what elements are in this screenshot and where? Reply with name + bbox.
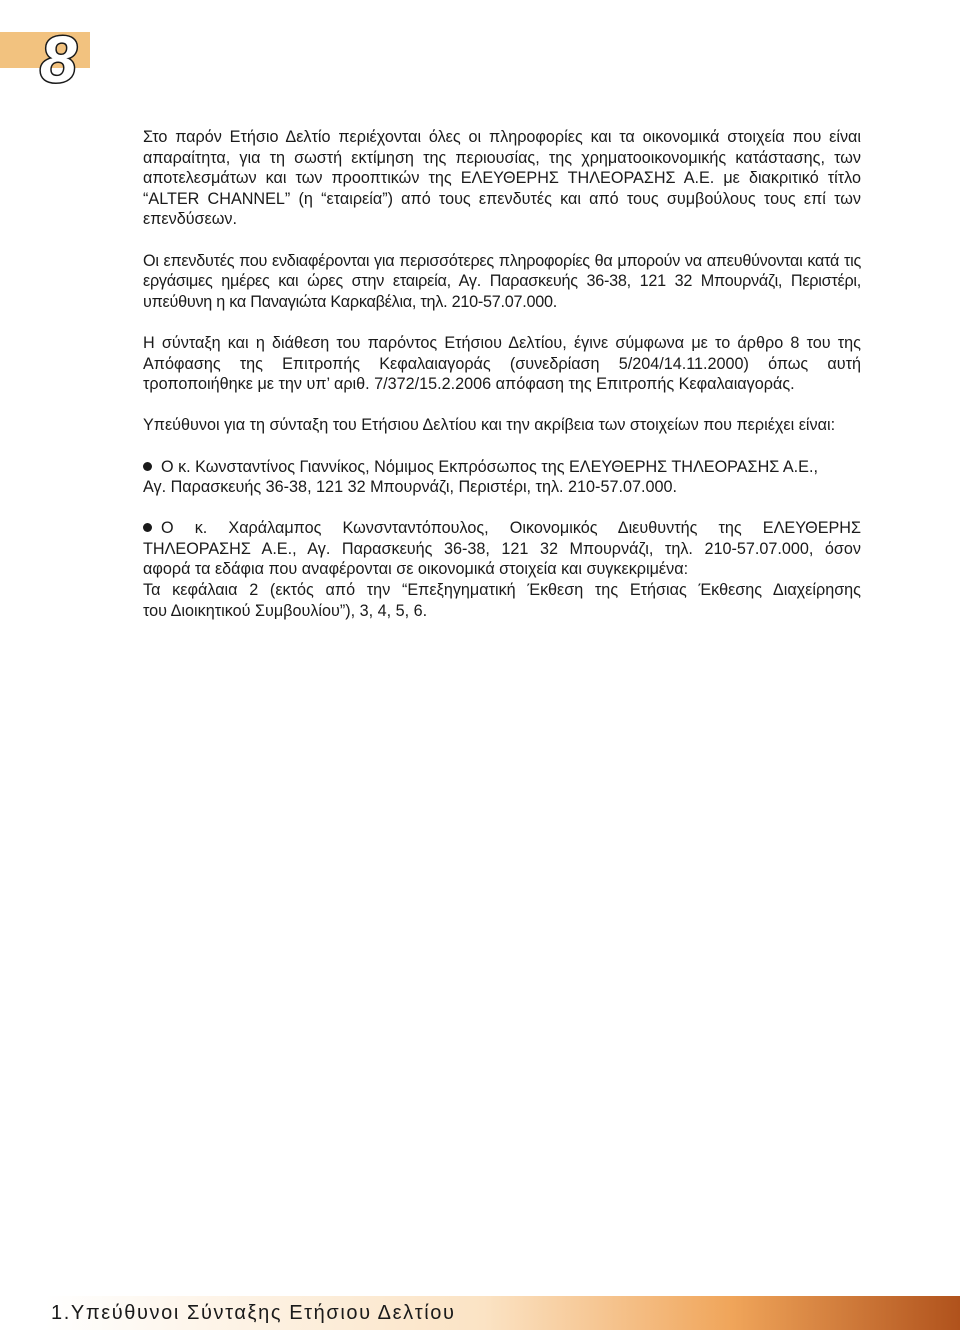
document-body <box>143 127 861 642</box>
section-title: 1.Υπεύθυνοι Σύνταξης Ετήσιου Δελτίου <box>51 1302 456 1324</box>
bullet-icon <box>143 523 152 532</box>
responsible-person-line: Τα κεφάλαια 2 (εκτός από την “Επεξηγηματική Έκθεση της Ετήσιας Έκθεσης Διαχείρησης <box>143 581 861 600</box>
responsible-person-item <box>143 457 861 498</box>
responsible-person-line <box>143 457 861 478</box>
section-footer-bar <box>45 1296 960 1330</box>
responsible-person-line <box>143 518 861 539</box>
responsible-person-text: Ο κ. Χαράλαμπος Κωνσνταντόπουλος, Οικονομικός Διευθυντής της ΕΛΕΥΘΕΡΗΣ <box>161 519 861 538</box>
page-number: 8 <box>40 22 76 96</box>
responsible-person-line: του Διοικητικού Συμβουλίου”), 3, 4, 5, 6. <box>143 601 428 620</box>
regulation-paragraph: Η σύνταξη και η διάθεση του παρόντος Ετήσιου Δελτίου, έγινε σύμφωνα με το άρθρο 8 του της Απόφασης της Επιτροπής Κεφαλαιαγοράς (συνεδρίαση 5/204/14.11.2000) όπως αυτή τροποποιήθηκε με την υπ’ αριθ. 7/372/15.2.2006 απόφαση της Επιτροπής Κεφαλαιαγοράς. <box>143 333 861 394</box>
responsible-person-text: Ο κ. Κωνσταντίνος Γιαννίκος, Νόμιμος Εκπρόσωπος της ΕΛΕΥΘΕΡΗΣ ΤΗΛΕΟΡΑΣΗΣ Α.Ε., <box>161 457 818 476</box>
responsible-intro-paragraph: Υπεύθυνοι για τη σύνταξη του Ετήσιου Δελτίου και την ακρίβεια των στοιχείων που περιέχει είναι: <box>143 416 836 435</box>
responsible-person-line: ΤΗΛΕΟΡΑΣΗΣ Α.Ε., Αγ. Παρασκευής 36-38, 121 32 Μπουρνάζι, τηλ. 210-57.07.000, όσον <box>143 539 861 558</box>
responsible-person-line: αφορά τα εδάφια που αναφέρονται σε οικονομικά στοιχεία και συγκεκριμένα: <box>143 560 689 579</box>
intro-paragraph: Στο παρόν Ετήσιο Δελτίο περιέχονται όλες οι πληροφορίες και τα οικονομικά στοιχεία που είναι απαραίτητα, για τη σωστή εκτίμηση της περιουσίας, της χρηματοοικονομικής κατάστασης, των αποτελεσμάτων και των προοπτικών της ΕΛΕΥΘΕΡΗΣ ΤΗΛΕΟΡΑΣΗΣ Α.Ε. με διακριτικό τίτλο “ALTER CHANNEL” (η “εταιρεία”) από τους επενδυτές και από τους συμβούλους τους επί των επενδύσεων. <box>143 128 861 229</box>
responsible-person-item <box>143 518 861 621</box>
page-number-tab <box>0 22 90 96</box>
responsible-person-line: Αγ. Παρασκευής 36-38, 121 32 Μπουρνάζι, Περιστέρι, τηλ. 210-57.07.000. <box>143 478 677 497</box>
bullet-icon <box>143 462 152 471</box>
investor-contact-paragraph: Οι επενδυτές που ενδιαφέρονται για περισσότερες πληροφορίες θα μπορούν να απευθύνονται κατά τις εργάσιμες ημέρες και ώρες στην εταιρεία, Αγ. Παρασκευής 36-38, 121 32 Μπουρνάζι, Περιστέρι, υπεύθυνη η κα Παναγιώτα Καρκαβέλια, τηλ. 210-57.07.000. <box>143 251 861 311</box>
